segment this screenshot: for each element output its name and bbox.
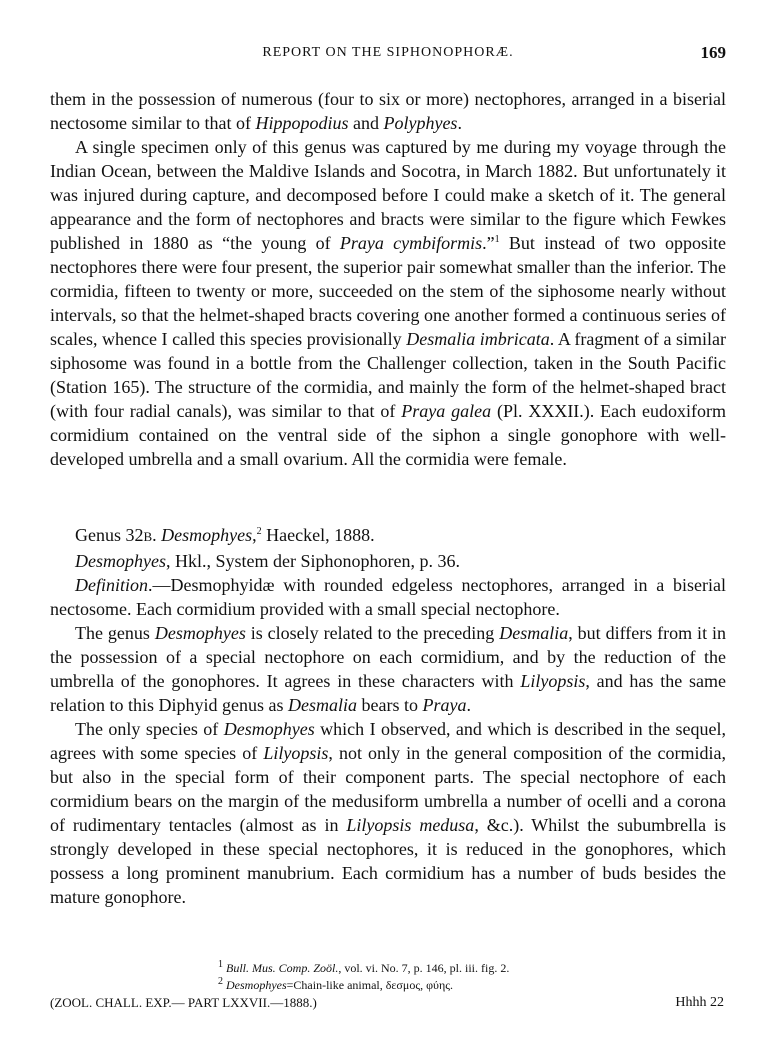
text-run: The genus xyxy=(75,623,155,643)
taxon-name: Desmophyes xyxy=(75,551,166,571)
text-run: Haeckel, 1888. xyxy=(261,525,375,545)
text-run: . xyxy=(457,113,462,133)
text-run: .” xyxy=(482,233,495,253)
paragraph-relation xyxy=(50,621,726,717)
text-run: , but differs from it in the possession of a special nectophore on each cormidium, and by the reduction of the umbrella of the gonophores. It agrees in these characters with xyxy=(50,623,726,691)
taxon-name: Lilyopsis xyxy=(520,671,586,691)
text-run: . xyxy=(466,695,471,715)
text-run: (Pl. XXXII.). Each eudoxiform cormidium contained on the ventral side of the siphon a single gonophore with well-developed umbrella and a small ovarium. All the cormidia were female. xyxy=(50,401,726,469)
text-run: A single specimen only of this genus was captured by me during my voyage through the Indian Ocean, between the Maldive Islands and Socotra, in March 1882. But unfortunately it was injured during capture, and decomposed before I could make a sketch of it. The general appearance and the form of nectophores and bracts were similar to the figure which Fewkes published in 1880 as “the young of xyxy=(50,137,726,253)
text-run: is closely related to the preceding xyxy=(245,623,500,643)
footnote-mark: 2 xyxy=(218,976,223,987)
taxon-name: Desmophyes xyxy=(223,719,315,739)
text-run: them in the possession of numerous (four to six or more) nectophores, arranged in a biserial nectosome similar to that of xyxy=(50,89,726,133)
text-run: The only species of xyxy=(75,719,224,739)
genus-heading xyxy=(50,523,726,549)
taxon-name: Lilyopsis medusa xyxy=(346,815,475,835)
taxon-name: Desmophyes xyxy=(226,978,287,992)
text-run: , &c.). Whilst the subumbrella is strongly developed in these special nectophores, it is reduced in the gonophores, which possess a long prominent manubrium. Each cormidium has a number of buds besides the mature gonophore. xyxy=(50,815,726,907)
signature-mark: Hhhh 22 xyxy=(675,995,724,1010)
text-run: B xyxy=(143,529,153,544)
taxon-name: Lilyopsis xyxy=(263,743,329,763)
signature-line: (ZOOL. CHALL. EXP.— PART LXXVII.—1888.) xyxy=(50,995,317,1010)
footnote-2 xyxy=(50,977,726,994)
text-run: . A fragment of a similar siphosome was found in a bottle from the Challenger collection, taken in the South Pacific (Station 165). The structure of the cormidia, and mainly the form of the helmet-shaped bract (with four radial canals), was similar to that of xyxy=(50,329,726,421)
text-run: But instead of two opposite nectophores there were four present, the superior pair somewhat smaller than the inferior. The cormidia, fifteen to twenty or more, succeeded on the stem of the siphosome nearly without intervals, so that the helmet-shaped bracts covering one another formed a continuous series of scales, whence I called this species provisionally xyxy=(50,233,727,349)
taxon-name: Praya cymbiformis xyxy=(339,233,483,253)
text-run: , vol. vi. No. 7, p. 146, pl. iii. fig. 2. xyxy=(338,961,510,975)
taxon-name: Desmalia xyxy=(499,623,569,643)
taxon-name: Polyphyes xyxy=(383,113,458,133)
page-footer xyxy=(50,995,726,1011)
taxon-name: Desmalia imbricata xyxy=(406,329,550,349)
text-run: Genus 32 xyxy=(75,525,144,545)
text-run: .—Desmophyidæ with rounded edgeless nectophores, arranged in a biserial nectosome. Each cormidium provided with a small special nectophore. xyxy=(50,575,726,619)
running-title: REPORT ON THE SIPHONOPHORÆ. xyxy=(262,45,514,60)
footnote-mark: 1 xyxy=(218,959,223,970)
body-text xyxy=(50,87,726,909)
paragraph-specimen xyxy=(50,135,726,471)
text-run: . xyxy=(152,525,162,545)
paragraph-continuation xyxy=(50,87,726,135)
section-spacer xyxy=(50,471,726,523)
text-run: which I observed, and which is described in the sequel, agrees with some species of xyxy=(50,719,726,763)
footnote-1 xyxy=(50,960,726,977)
taxon-name: Desmophyes xyxy=(154,623,246,643)
paragraph-definition xyxy=(50,573,726,621)
taxon-name: Desmophyes xyxy=(161,525,253,545)
page-number: 169 xyxy=(700,43,726,62)
taxon-name: Praya xyxy=(422,695,467,715)
paragraph-species xyxy=(50,717,726,909)
footnote-ref: 1 xyxy=(494,234,500,245)
text-run: and xyxy=(348,113,384,133)
text-run: , and has the same relation to this Diphyid genus as xyxy=(50,671,726,715)
term-label: Definition xyxy=(75,575,148,595)
taxon-name: Desmalia xyxy=(287,695,357,715)
footnote-ref: 2 xyxy=(256,526,262,537)
journal-title: Bull. Mus. Comp. Zoöl. xyxy=(226,961,339,975)
text-run: , xyxy=(252,525,257,545)
genus-reference xyxy=(50,549,726,573)
text-run: , not only in the general composition of the cormidia, but also in the special form of their component parts. The special nectophore of each cormidium bears on the margin of the medusiform umbrella a number of ocelli and a corona of rudimentary tentacles (almost as in xyxy=(50,743,726,835)
text-run: , Hkl., System der Siphonophoren, p. 36. xyxy=(165,551,460,571)
taxon-name: Praya galea xyxy=(401,401,492,421)
taxon-name: Hippopodius xyxy=(255,113,349,133)
text-run: bears to xyxy=(356,695,423,715)
text-run: =Chain-like animal, δεσμος, φύης. xyxy=(286,978,453,992)
running-header xyxy=(50,45,726,67)
footnotes xyxy=(50,960,726,994)
